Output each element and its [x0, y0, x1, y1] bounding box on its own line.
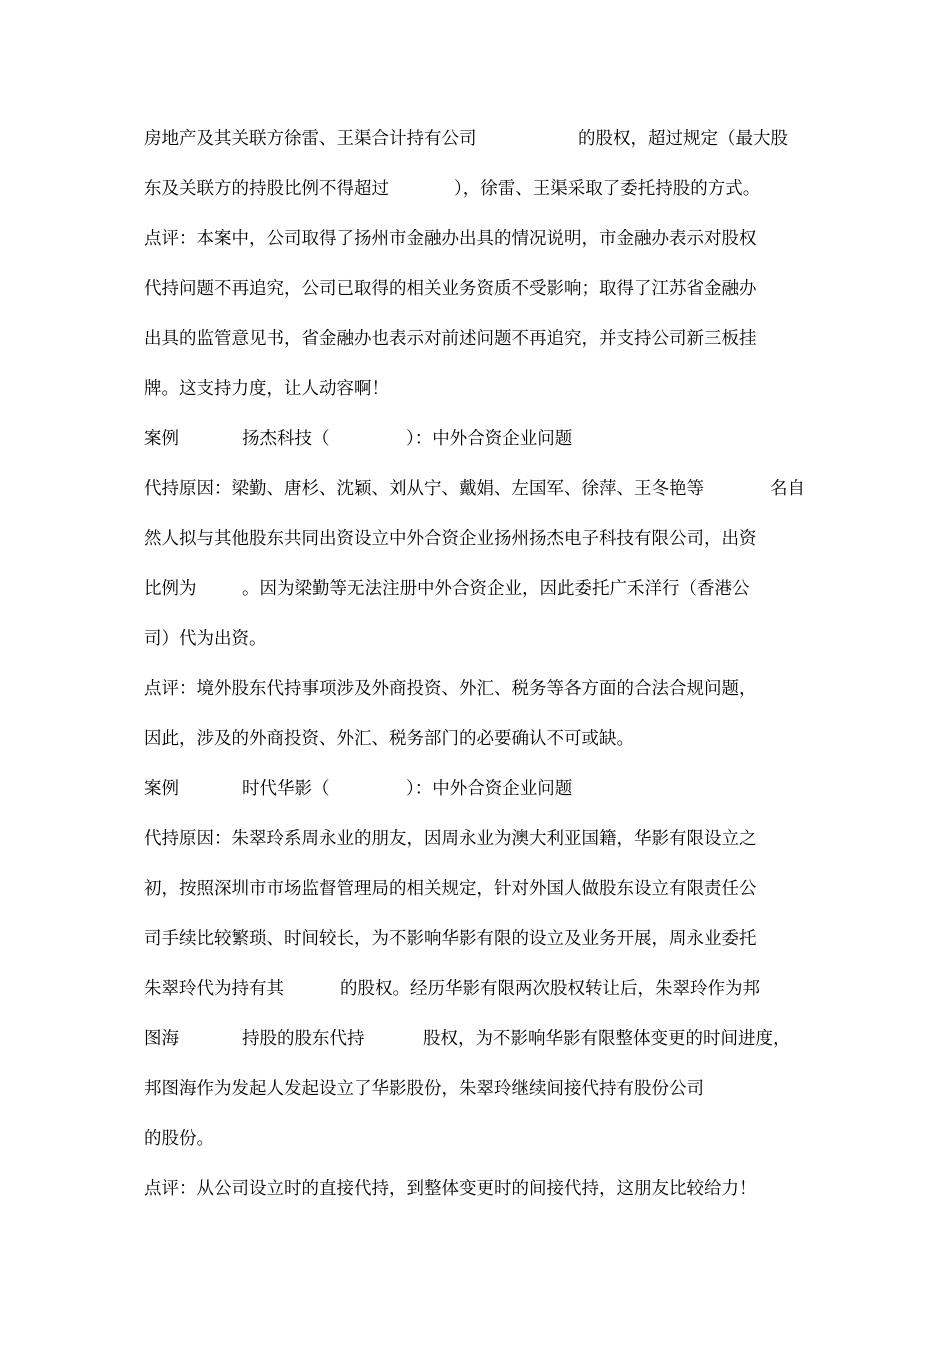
text-segment: 代持问题不再追究，公司已取得的相关业务资质不受影响；取得了江苏省金融办: [144, 279, 757, 299]
text-segment: 名自: [770, 479, 805, 499]
text-segment: 房地产及其关联方徐雷、王渠合计持有公司: [144, 129, 477, 149]
text-segment: 点评：本案中，公司取得了扬州市金融办出具的情况说明，市金融办表示对股权: [144, 229, 757, 249]
text-segment: 点评：境外股东代持事项涉及外商投资、外汇、税务等各方面的合法合规问题，: [144, 679, 757, 699]
text-segment: 图海: [144, 1029, 179, 1049]
text-segment: 代持原因：朱翠玲系周永业的朋友，因周永业为澳大利亚国籍，华影有限设立之: [144, 829, 757, 849]
text-segment: 初，按照深圳市市场监督管理局的相关规定，针对外国人做股东设立有限责任公: [144, 879, 757, 899]
text-segment: 牌。这支持力度，让人动容啊！: [144, 379, 389, 399]
text-segment: 。因为梁勤等无法注册中外合资企业，因此委托广禾洋行（香港公: [242, 579, 750, 599]
text-segment: 扬杰科技（: [242, 429, 330, 449]
text-segment: 代持原因：梁勤、唐杉、沈颖、刘从宁、戴娟、左国军、徐萍、王冬艳等: [144, 479, 704, 499]
text-segment: ），徐雷、王渠采取了委托持股的方式。: [454, 179, 761, 199]
text-segment: 比例为: [144, 579, 197, 599]
text-segment: 东及关联方的持股比例不得超过: [144, 179, 389, 199]
text-segment: 点评：从公司设立时的直接代持，到整体变更时的间接代持，这朋友比较给力！: [144, 1179, 757, 1199]
text-segment: 案例: [144, 429, 179, 449]
text-segment: 朱翠玲代为持有其: [144, 979, 284, 999]
text-segment: 邦图海作为发起人发起设立了华影股份，朱翠玲继续间接代持有股份公司: [144, 1079, 704, 1099]
text-segment: ）：中外合资企业问题: [406, 779, 573, 799]
text-segment: 的股权，超过规定（最大股: [578, 129, 788, 149]
text-segment: 时代华影（: [242, 779, 330, 799]
text-segment: 司）代为出资。: [144, 629, 267, 649]
text-segment: 出具的监管意见书，省金融办也表示对前述问题不再追究，并支持公司新三板挂: [144, 329, 757, 349]
text-segment: 案例: [144, 779, 179, 799]
text-segment: ）：中外合资企业问题: [406, 429, 573, 449]
text-segment: 股权，为不影响华影有限整体变更的时间进度，: [423, 1029, 791, 1049]
text-segment: 然人拟与其他股东共同出资设立中外合资企业扬州扬杰电子科技有限公司，出资: [144, 529, 757, 549]
text-segment: 因此，涉及的外商投资、外汇、税务部门的必要确认不可或缺。: [144, 729, 634, 749]
text-segment: 的股份。: [144, 1129, 214, 1149]
text-segment: 的股权。经历华影有限两次股权转让后，朱翠玲作为邦: [340, 979, 760, 999]
text-segment: 持股的股东代持: [242, 1029, 365, 1049]
text-segment: 司手续比较繁琐、时间较长，为不影响华影有限的设立及业务开展，周永业委托: [144, 929, 757, 949]
